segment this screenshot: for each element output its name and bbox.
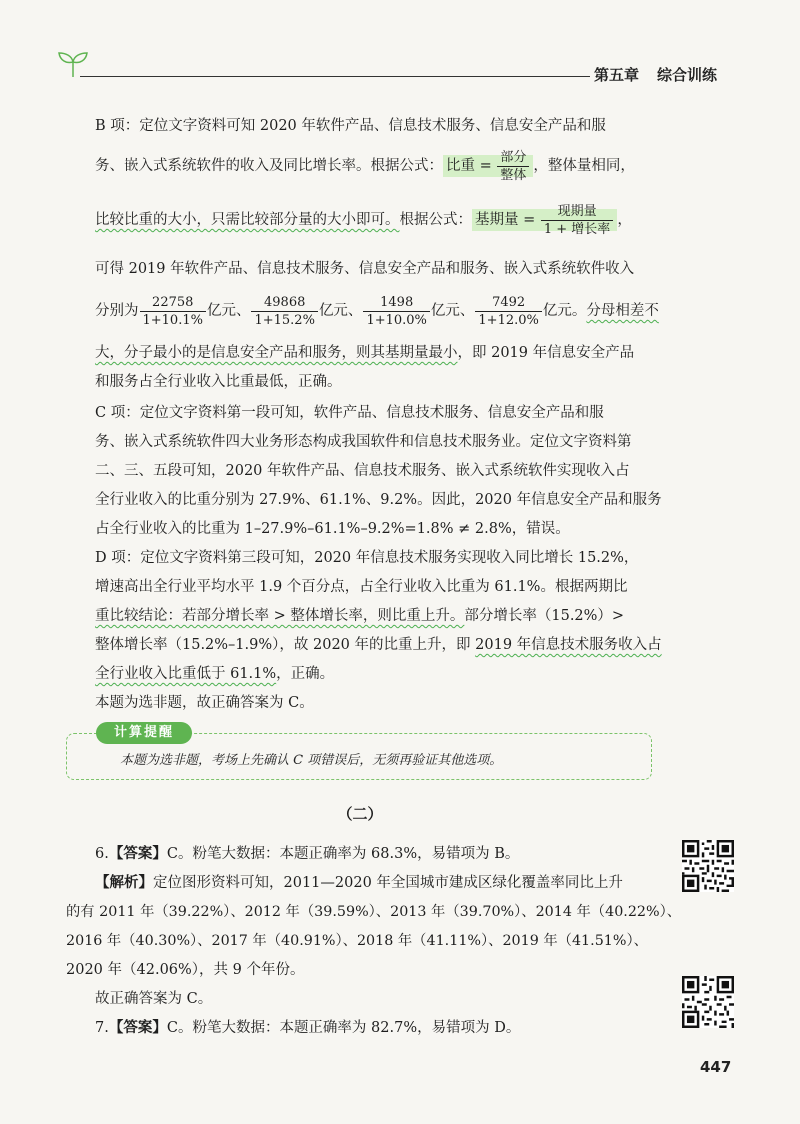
q6-analysis-label: 【解析】: [95, 875, 153, 891]
q6-analysis-line-1: [95, 872, 655, 894]
qr-code-q7[interactable]: [682, 976, 734, 1028]
formula-ratio-den: 整体: [500, 167, 527, 183]
q6-answer: [95, 843, 655, 865]
q6-number: 6.: [95, 846, 109, 862]
fraction-embedded: [475, 294, 541, 329]
formula-ratio-lhs: 比重 =: [446, 158, 497, 174]
c-line-4: 全行业收入的比重分别为 27.9%、61.1%、9.2%。因此，2020 年信息安全产品和服务: [95, 492, 662, 508]
formula-base-den: 1 + 增长率: [543, 221, 611, 237]
q7-answer-text: C。粉笔大数据：本题正确率为 82.7%，易错项为 D。: [166, 1020, 521, 1036]
page-number: 447: [700, 1058, 732, 1076]
b-line-3-wavy: 比较比重的大小，只需比较部分量的大小即可。: [95, 212, 400, 228]
section-label: 综合训练: [657, 66, 718, 84]
b-line-3-mid: 根据公式：: [399, 212, 472, 228]
b-line-6-wavy: 大，分子最小的是信息安全产品和服务，则其基期量最小: [95, 345, 458, 361]
formula-ratio-fraction: [497, 149, 529, 184]
d-line-3: [95, 605, 655, 627]
b-line-2-post: ，整体量相同，: [533, 158, 635, 174]
fraction-it-service-unit: 亿元、: [318, 303, 363, 319]
q6-answer-label: 【答案】: [108, 846, 167, 862]
c-line-5: 占全行业收入的比重为 1–27.9%–61.1%–9.2%=1.8% ≠ 2.8%，错误。: [95, 521, 570, 537]
b-line-7: 和服务占全行业收入比重最低，正确。: [95, 374, 342, 390]
fraction-security: [363, 294, 429, 329]
fraction-software: [140, 294, 206, 329]
b-line-4: 可得 2019 年软件产品、信息技术服务、信息安全产品和服务、嵌入式系统软件收入: [95, 261, 635, 277]
b-line-3: [95, 202, 655, 238]
c-line-3: 二、三、五段可知，2020 年软件产品、信息技术服务、嵌入式系统软件实现收入占: [95, 463, 630, 479]
b-line-1: B 项：定位文字资料可知 2020 年软件产品、信息技术服务、信息安全产品和服: [95, 118, 606, 134]
d-line-2: 增速高出全行业平均水平 1.9 个百分点，占全行业收入比重为 61.1%。根据两期比: [95, 579, 628, 595]
formula-base-num: 现期量: [541, 203, 613, 221]
b-line-2: [95, 148, 655, 184]
fraction-it-service-num: 49868: [251, 294, 317, 312]
header-rule: [80, 76, 590, 77]
b-line-5: [95, 292, 659, 330]
tip-text: 本题为选非题，考场上先确认 C 项错误后，无须再验证其他选项。: [120, 753, 503, 768]
fraction-it-service-den: 1+15.2%: [254, 312, 315, 328]
b-line-6-post: ，即 2019 年信息安全产品: [457, 345, 635, 361]
q6-analysis-line-2: 的有 2011 年（39.22%）、2012 年（39.59%）、2013 年（39.70%）、2014 年（40.22%）、: [66, 904, 682, 920]
d-line-5-wavy: 全行业收入比重低于 61.1%: [95, 666, 277, 682]
d-line-5: [95, 663, 655, 685]
fraction-software-unit: 亿元、: [206, 303, 251, 319]
q6-analysis-line-4: 2020 年（42.06%），共 9 个年份。: [66, 962, 305, 978]
chapter-label: 第五章: [594, 66, 640, 84]
formula-base-lhs: 基期量 =: [475, 212, 540, 228]
fraction-security-unit: 亿元、: [430, 303, 475, 319]
formula-ratio-num: 部分: [497, 149, 529, 167]
c-line-2: 务、嵌入式系统软件四大业务形态构成我国软件和信息技术服务业。定位文字资料第: [95, 434, 632, 450]
formula-base-fraction: [541, 203, 613, 238]
d-line-1: D 项：定位文字资料第三段可知，2020 年信息技术服务实现收入同比增长 15.2%，: [95, 550, 639, 566]
header-chapter: [594, 64, 717, 85]
b-line-6: [95, 342, 655, 364]
b-line-5-pre: 分别为: [95, 303, 139, 319]
fraction-embedded-num: 7492: [475, 294, 541, 312]
qr-code-q6[interactable]: [682, 840, 734, 892]
formula-ratio: [443, 149, 533, 183]
c-line-1: C 项：定位文字资料第一段可知，软件产品、信息技术服务、信息安全产品和服: [95, 405, 604, 421]
q7-answer: [95, 1017, 655, 1039]
fraction-security-num: 1498: [363, 294, 429, 312]
fraction-it-service: [251, 294, 317, 329]
d-line-4-wavy: 2019 年信息技术服务收入占: [475, 637, 662, 653]
fraction-software-den: 1+10.1%: [142, 312, 203, 328]
d-line-4: [95, 634, 662, 656]
conclusion: 本题为选非题，故正确答案为 C。: [95, 695, 314, 711]
fraction-embedded-unit: 亿元。: [542, 303, 587, 319]
d-line-5-post: ，正确。: [276, 666, 335, 682]
leaf-icon: [56, 50, 90, 78]
formula-base-tail: ，: [617, 212, 632, 228]
q6-conclusion: 故正确答案为 C。: [95, 991, 213, 1007]
q6-answer-text: C。粉笔大数据：本题正确率为 68.3%，易错项为 B。: [166, 846, 520, 862]
fraction-embedded-den: 1+12.0%: [478, 312, 539, 328]
b-line-2-pre: 务、嵌入式系统软件的收入及同比增长率。根据公式：: [95, 158, 443, 174]
b-line-5-wavy: 分母相差不: [586, 303, 659, 319]
q6-analysis-line-3: 2016 年（40.30%）、2017 年（40.91%）、2018 年（41.11%）、2019 年（41.51%）、: [66, 933, 648, 949]
formula-base: [472, 203, 617, 237]
fraction-security-den: 1+10.0%: [366, 312, 427, 328]
d-line-3-wavy: 重比较结论：若部分增长率 > 整体增长率，则比重上升。: [95, 608, 465, 624]
d-line-3-post: 部分增长率（15.2%）>: [464, 608, 625, 624]
fraction-software-num: 22758: [140, 294, 206, 312]
q7-answer-label: 【答案】: [108, 1020, 167, 1036]
q7-number: 7.: [95, 1020, 109, 1036]
d-line-4-pre: 整体增长率（15.2%–1.9%），故 2020 年的比重上升，即: [95, 637, 476, 653]
q6-analysis-text-1: 定位图形资料可知，2011—2020 年全国城市建成区绿化覆盖率同比上升: [153, 875, 623, 891]
section-title: （二）: [337, 805, 383, 823]
tip-label: 计算提醒: [96, 722, 192, 744]
